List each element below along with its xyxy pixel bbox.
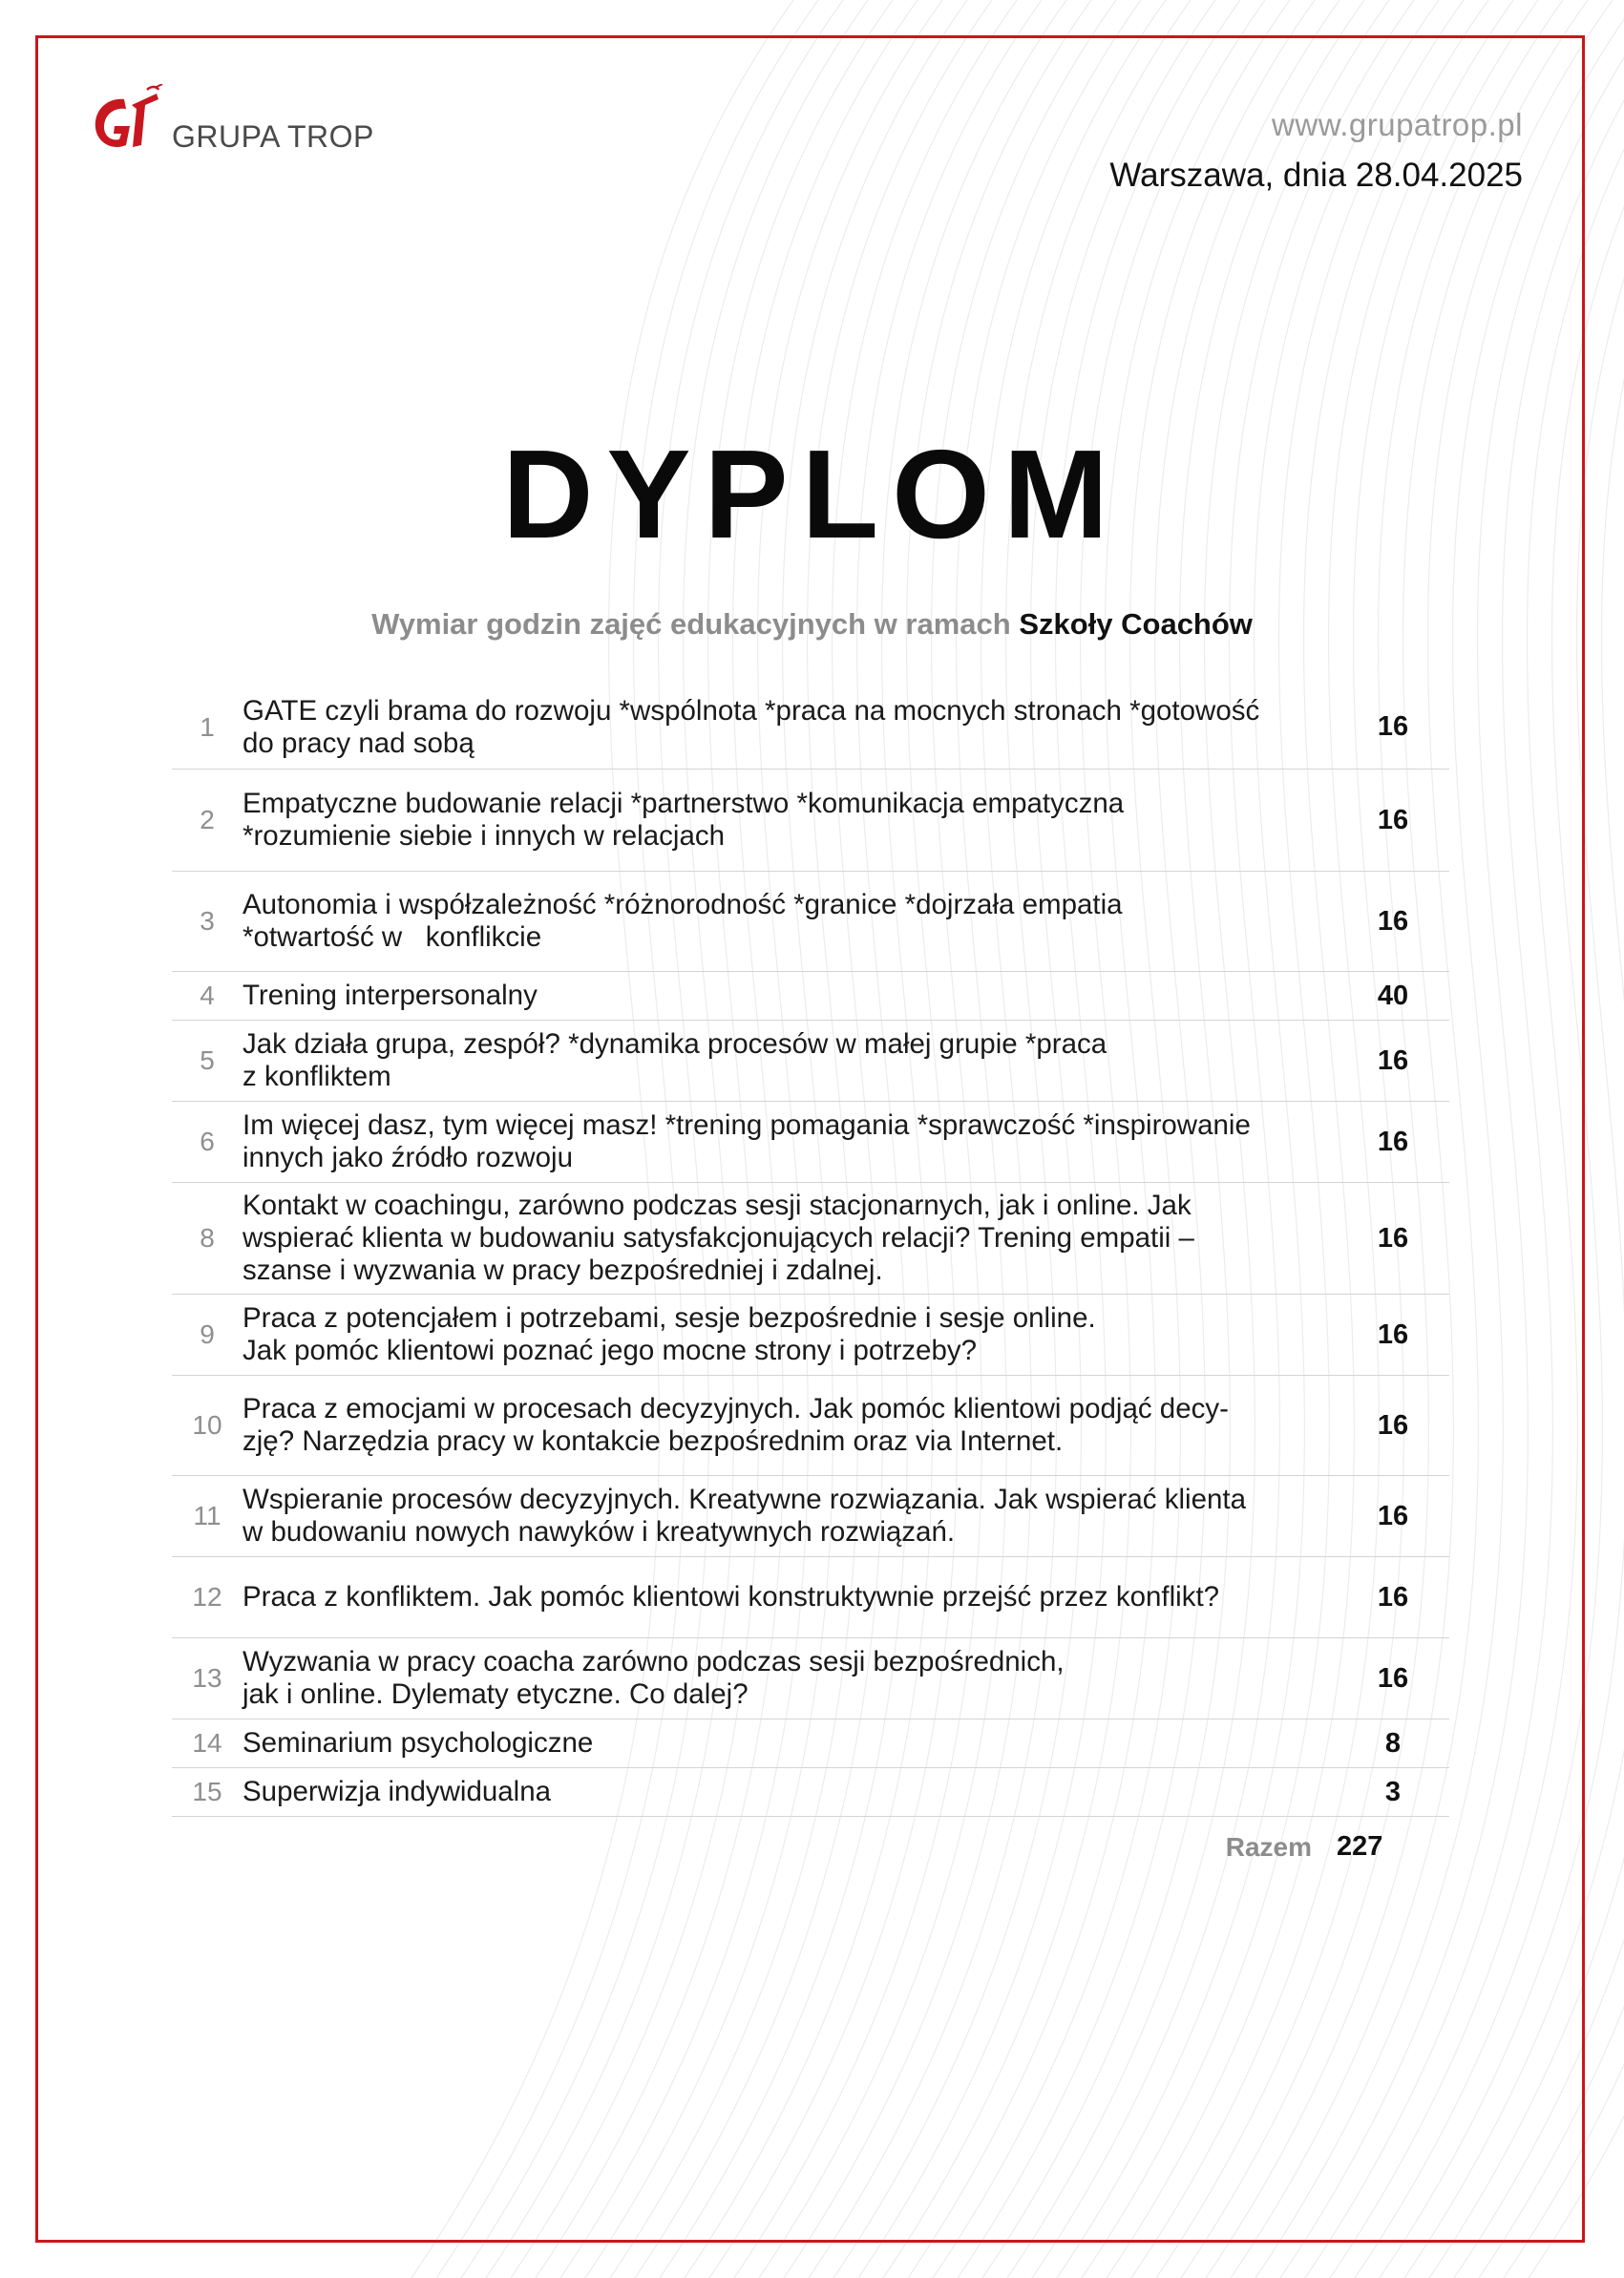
table-row [172, 872, 1449, 972]
total-label: Razem [1225, 1831, 1312, 1862]
course-description-line: Wyzwania w pracy coacha zarówno podczas sesji bezpośrednich, [243, 1646, 1065, 1677]
course-description [243, 1727, 1337, 1760]
course-description-line: Kontakt w coachingu, zarówno podczas sesji stacjonarnych, jak i online. Jak [243, 1190, 1192, 1221]
table-row [172, 1768, 1449, 1817]
course-hours: 40 [1377, 980, 1409, 1011]
course-description-line: *otwartość w konflikcie [243, 921, 542, 953]
row-number: 11 [193, 1501, 221, 1530]
company-name: GRUPA TROP [172, 119, 374, 154]
table-row [172, 1376, 1449, 1476]
row-number: 15 [192, 1777, 222, 1806]
table-row [172, 1102, 1449, 1183]
grupa-trop-logo-icon [88, 84, 166, 160]
course-hours: 16 [1377, 1662, 1409, 1694]
course-description-line: Im więcej dasz, tym więcej masz! *trening pomagania *sprawczość *inspirowanie [243, 1109, 1251, 1141]
course-description-line: GATE czyli brama do rozwoju *wspólnota *praca na mocnych stronach *gotowość [243, 694, 1260, 727]
course-description [243, 1028, 1337, 1093]
table-row [172, 1557, 1449, 1638]
row-number: 10 [192, 1410, 222, 1440]
course-description-line: szanse i wyzwania w pracy bezpośredniej i zdalnej. [243, 1255, 883, 1286]
course-description-line: *rozumienie siebie i innych w relacjach [243, 820, 726, 852]
table-row [172, 686, 1449, 770]
total-value: 227 [1337, 1831, 1383, 1862]
row-number: 1 [200, 711, 215, 742]
course-description [243, 1393, 1337, 1458]
course-description [243, 1302, 1337, 1367]
row-number: 13 [192, 1663, 222, 1693]
course-hours: 16 [1377, 1318, 1409, 1350]
course-description [243, 695, 1337, 760]
course-hours: 16 [1377, 711, 1409, 742]
course-hours: 16 [1377, 1409, 1409, 1441]
course-hours: 16 [1377, 1500, 1409, 1531]
course-description-line: Empatyczne budowanie relacji *partnerstwo *komunikacja empatyczna [243, 788, 1125, 819]
table-row [172, 1021, 1449, 1102]
table-row [172, 1295, 1449, 1376]
course-description-line: Trening interpersonalny [243, 980, 538, 1011]
course-description-line: Superwizja indywidualna [243, 1776, 552, 1807]
subtitle [0, 607, 1624, 642]
course-description [243, 889, 1337, 954]
row-number: 14 [192, 1728, 222, 1758]
course-hours: 16 [1377, 1222, 1409, 1254]
course-hours: 8 [1384, 1727, 1402, 1759]
course-description [243, 1646, 1337, 1711]
course-hours: 16 [1377, 1581, 1409, 1613]
issue-date: Warszawa, dnia 28.04.2025 [1109, 157, 1523, 194]
course-hours: 16 [1377, 804, 1409, 835]
table-row [172, 1719, 1449, 1768]
course-hours: 16 [1377, 1044, 1409, 1076]
course-description-line: Praca z konfliktem. Jak pomóc klientowi konstruktywnie przejść przez konflikt? [243, 1581, 1220, 1613]
table-row [172, 972, 1449, 1021]
course-description-line: do pracy nad sobą [243, 727, 475, 759]
total-row [1203, 1831, 1449, 1863]
course-description-line: Wspieranie procesów decyzyjnych. Kreatywne rozwiązania. Jak wspierać klienta [243, 1484, 1246, 1515]
course-description-line: Jak pomóc klientowi poznać jego mocne strony i potrzeby? [243, 1335, 978, 1366]
subtitle-program-name: Szkoły Coachów [1019, 607, 1253, 641]
row-number: 2 [200, 805, 215, 834]
course-hours: 16 [1377, 1126, 1409, 1157]
table-row [172, 770, 1449, 872]
row-number: 6 [200, 1127, 215, 1156]
course-hours-table [172, 686, 1449, 1817]
course-description [243, 980, 1337, 1012]
table-row [172, 1638, 1449, 1719]
course-description [243, 1109, 1337, 1174]
course-description-line: wspierać klienta w budowaniu satysfakcjonujących relacji? Trening empatii – [243, 1222, 1194, 1254]
course-description-line: jak i online. Dylematy etyczne. Co dalej? [243, 1678, 749, 1710]
subtitle-lead: Wymiar godzin zajęć edukacyjnych w ramach [371, 607, 1011, 641]
company-logo [88, 84, 374, 160]
course-description-line: Praca z emocjami w procesach decyzyjnych. Jak pomóc klientowi podjąć decy- [243, 1393, 1229, 1424]
website-url: www.grupatrop.pl [1272, 107, 1523, 142]
table-row [172, 1476, 1449, 1557]
table-row [172, 1183, 1449, 1295]
course-description [243, 1484, 1337, 1549]
course-description-line: Jak działa grupa, zespół? *dynamika procesów w małej grupie *praca [243, 1028, 1107, 1060]
course-description [243, 1776, 1337, 1808]
row-number: 12 [192, 1582, 222, 1612]
course-hours: 3 [1384, 1776, 1402, 1807]
row-number: 4 [200, 981, 215, 1010]
page-title: DYPLOM [502, 424, 1122, 564]
row-number: 9 [200, 1319, 215, 1349]
course-description-line: innych jako źródło rozwoju [243, 1142, 573, 1173]
course-description-line: zję? Narzędzia pracy w kontakcie bezpośrednim oraz via Internet. [243, 1425, 1064, 1457]
course-description-line: z konfliktem [243, 1061, 391, 1092]
course-description [243, 788, 1337, 853]
course-description-line: Seminarium psychologiczne [243, 1727, 594, 1759]
row-number: 8 [200, 1223, 215, 1253]
course-description-line: w budowaniu nowych nawyków i kreatywnych rozwiązań. [243, 1516, 956, 1548]
row-number: 3 [200, 906, 215, 936]
course-hours: 16 [1377, 905, 1409, 937]
course-description [243, 1190, 1337, 1287]
row-number: 5 [200, 1045, 215, 1075]
course-description-line: Praca z potencjałem i potrzebami, sesje bezpośrednie i sesje online. [243, 1302, 1096, 1334]
course-description-line: Autonomia i współzależność *różnorodność *granice *dojrzała empatia [243, 889, 1123, 920]
course-description [243, 1581, 1337, 1614]
